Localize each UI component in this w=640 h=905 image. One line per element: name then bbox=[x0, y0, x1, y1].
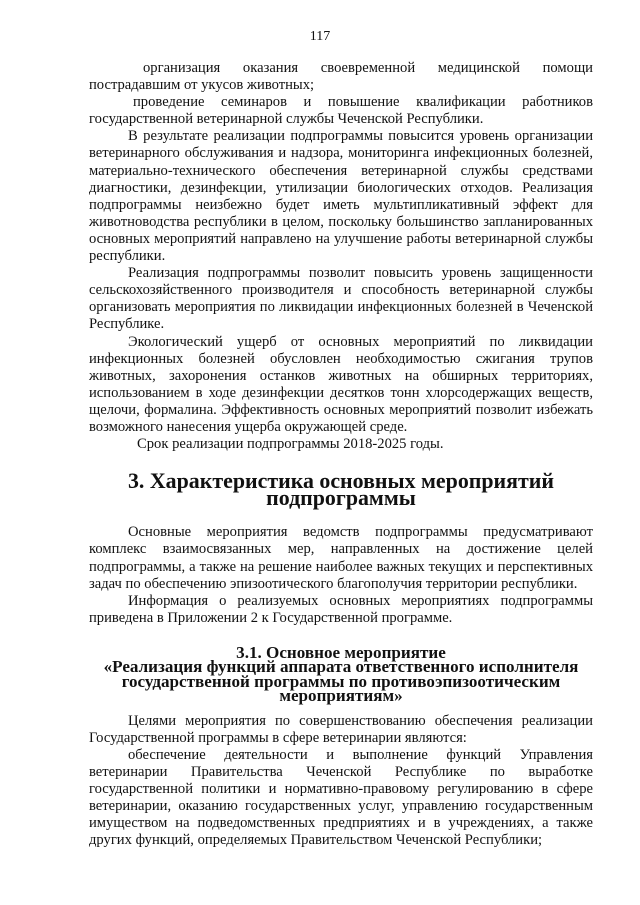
section-3-heading: 3. Характеристика основных мероприятий подпрограммы bbox=[127, 468, 554, 511]
section-3-1-heading-line-3: государственной программы по противоэпизоотическим мероприятиям» bbox=[121, 671, 561, 706]
paragraph-timeline: Срок реализации подпрограммы 2018-2025 годы. bbox=[137, 436, 444, 453]
section-3-1-paragraph-functions: обеспечение деятельности и выполнение функций Управления ветеринарии Правительства Чеченской Республике по выработке государственной политики и нормативно-правовому регулированию в сфере ветеринарии, оказанию государственных услуг, управлению государственным имуществом на подведомственных предприятиях и в учреждениях, а также других функций, определяемых Правительством Чеченской Республики; bbox=[89, 746, 593, 849]
paragraph-medical-help: организация оказания своевременной медицинской помощи пострадавшим от укусов животных; bbox=[89, 60, 593, 94]
section-3-1-heading-line-2: «Реализация функций аппарата ответственного исполнителя bbox=[103, 657, 579, 677]
page-content bbox=[89, 60, 593, 849]
section-3-paragraph-measures: Основные мероприятия ведомств подпрограммы предусматривают комплекс взаимосвязанных мер, направленных на достижение целей подпрограммы, а также на решение наиболее важных текущих и перспективных задач по обеспечению эпизоотического благополучия территории республики. bbox=[89, 524, 593, 592]
page-number: 117 bbox=[309, 29, 331, 44]
section-3-1-paragraph-goals: Целями мероприятия по совершенствованию обеспечения реализации Государственной программы в сфере ветеринарии являются: bbox=[89, 712, 593, 746]
paragraph-seminars: проведение семинаров и повышение квалификации работников государственной ветеринарной службы Чеченской Республики. bbox=[89, 94, 593, 128]
paragraph-protection: Реализация подпрограммы позволит повысить уровень защищенности сельскохозяйственного производителя и способность ветеринарной службы организовать мероприятия по ликвидации инфекционных болезней в Чеченской Республике. bbox=[89, 265, 593, 333]
section-3-1-heading bbox=[89, 642, 593, 706]
paragraph-ecological-damage: Экологический ущерб от основных мероприятий по ликвидации инфекционных болезней обусловлен необходимостью сжигания трупов животных, захоронения останков животных на обширных территориях, использованием в ходе дезинфекции десятков тонн хлорсодержащих веществ, щелочи, формалина. Эффективность основных мероприятий позволит избежать возможного нанесения ущерба окружающей среде. bbox=[89, 333, 593, 435]
section-3-1-heading-line-1: 3.1. Основное мероприятие bbox=[236, 642, 446, 662]
section-3-paragraph-appendix: Информация о реализуемых основных мероприятиях подпрограммы приведена в Приложении 2 к Государственной программе. bbox=[89, 592, 593, 626]
paragraph-results: В результате реализации подпрограммы повысится уровень организации ветеринарного обслуживания и надзора, мониторинга инфекционных болезней, материально-технического обеспечения ветеринарной службы средствами диагностики, дезинфекции, утилизации биологических отходов. Реализация подпрограммы неизбежно будет иметь мультипликативный эффект для животноводства республики в целом, поскольку большинство запланированных основных мероприятий направлено на улучшение работы ветеринарной службы республики. bbox=[89, 128, 593, 265]
